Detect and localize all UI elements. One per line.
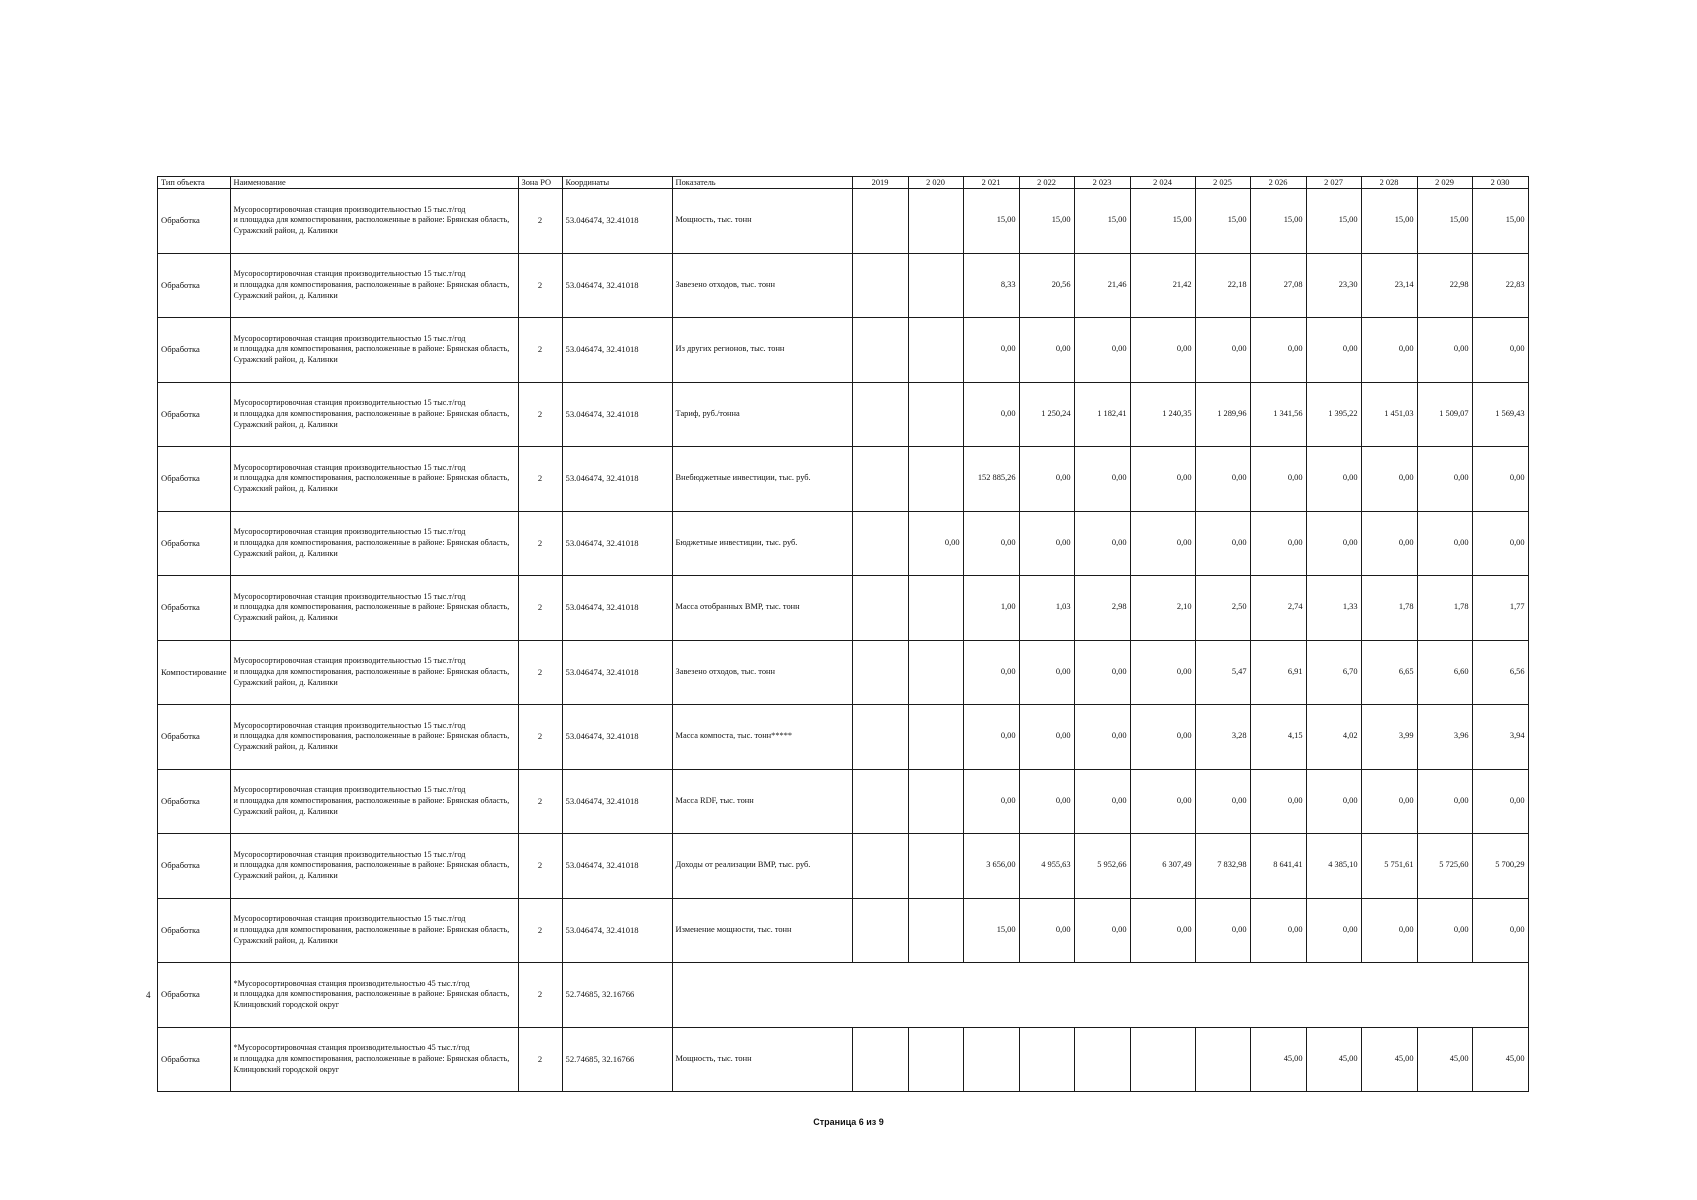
year-value-cell: 2,98 bbox=[1074, 576, 1130, 641]
year-value-cell bbox=[908, 253, 963, 318]
indicator-cell: Мощность, тыс. тонн bbox=[672, 189, 852, 254]
year-value-cell: 1 395,22 bbox=[1306, 382, 1361, 447]
year-value-cell bbox=[852, 189, 908, 254]
year-value-cell bbox=[908, 189, 963, 254]
zone-cell: 2 bbox=[518, 189, 562, 254]
object-type-cell: Обработка bbox=[158, 898, 231, 963]
year-value-cell: 1 509,07 bbox=[1417, 382, 1472, 447]
year-value-cell: 152 885,26 bbox=[963, 447, 1019, 512]
year-value-cell: 0,00 bbox=[1019, 640, 1074, 705]
year-value-cell: 15,00 bbox=[1250, 189, 1306, 254]
year-value-cell bbox=[852, 318, 908, 383]
year-value-cell bbox=[852, 834, 908, 899]
year-value-cell: 2,50 bbox=[1195, 576, 1250, 641]
year-value-cell: 0,00 bbox=[1130, 898, 1195, 963]
year-value-cell: 45,00 bbox=[1417, 1027, 1472, 1092]
year-value-cell: 6,56 bbox=[1472, 640, 1528, 705]
year-value-cell: 0,00 bbox=[1306, 769, 1361, 834]
year-value-cell bbox=[852, 382, 908, 447]
object-name-cell: Мусоросортировочная станция производительностью 15 тыс.т/год и площадка для компостирования, расположенные в районе: Брянская область, Суражский район, д. Калинки bbox=[230, 511, 518, 576]
zone-cell: 2 bbox=[518, 834, 562, 899]
table-row bbox=[158, 318, 1529, 383]
year-value-cell: 6,91 bbox=[1250, 640, 1306, 705]
zone-cell: 2 bbox=[518, 576, 562, 641]
year-value-cell bbox=[852, 640, 908, 705]
object-name-cell: Мусоросортировочная станция производительностью 15 тыс.т/год и площадка для компостирования, расположенные в районе: Брянская область, Суражский район, д. Калинки bbox=[230, 769, 518, 834]
year-value-cell: 3,28 bbox=[1195, 705, 1250, 770]
year-value-cell: 0,00 bbox=[1074, 447, 1130, 512]
year-value-cell: 0,00 bbox=[1417, 511, 1472, 576]
year-value-cell: 3,94 bbox=[1472, 705, 1528, 770]
year-value-cell: 0,00 bbox=[1306, 511, 1361, 576]
coordinates-cell: 53.046474, 32.41018 bbox=[562, 640, 672, 705]
indicator-cell: Доходы от реализации ВМР, тыс. руб. bbox=[672, 834, 852, 899]
object-type-cell: Обработка bbox=[158, 769, 231, 834]
zone-cell: 2 bbox=[518, 705, 562, 770]
year-value-cell: 0,00 bbox=[1019, 318, 1074, 383]
year-value-cell: 1 250,24 bbox=[1019, 382, 1074, 447]
year-value-cell bbox=[852, 769, 908, 834]
year-value-cell: 0,00 bbox=[1130, 705, 1195, 770]
year-value-cell: 15,00 bbox=[963, 189, 1019, 254]
coordinates-cell: 52.74685, 32.16766 bbox=[562, 963, 672, 1028]
empty-merged-cell bbox=[672, 963, 1528, 1028]
table-row bbox=[158, 1027, 1529, 1092]
year-value-cell bbox=[908, 576, 963, 641]
year-value-cell: 1,00 bbox=[963, 576, 1019, 641]
zone-cell: 2 bbox=[518, 640, 562, 705]
column-header: Тип объекта bbox=[158, 177, 231, 189]
year-value-cell: 0,00 bbox=[1250, 769, 1306, 834]
year-value-cell: 15,00 bbox=[963, 898, 1019, 963]
header-row bbox=[158, 177, 1529, 189]
table-row bbox=[158, 253, 1529, 318]
year-value-cell: 0,00 bbox=[963, 640, 1019, 705]
object-name-cell: *Мусоросортировочная станция производительностью 45 тыс.т/год и площадка для компостирования, расположенные в районе: Брянская область, Клинцовский городской округ bbox=[230, 963, 518, 1028]
object-name-cell: Мусоросортировочная станция производительностью 15 тыс.т/год и площадка для компостирования, расположенные в районе: Брянская область, Суражский район, д. Калинки bbox=[230, 834, 518, 899]
object-type-cell: Компостирование bbox=[158, 640, 231, 705]
coordinates-cell: 53.046474, 32.41018 bbox=[562, 447, 672, 512]
year-value-cell bbox=[852, 447, 908, 512]
column-header: Показатель bbox=[672, 177, 852, 189]
column-header: 2 026 bbox=[1250, 177, 1306, 189]
year-value-cell: 0,00 bbox=[1306, 898, 1361, 963]
year-value-cell: 0,00 bbox=[1019, 511, 1074, 576]
zone-cell: 2 bbox=[518, 318, 562, 383]
indicator-cell: Масса отобранных ВМР, тыс. тонн bbox=[672, 576, 852, 641]
year-value-cell bbox=[908, 447, 963, 512]
zone-cell: 2 bbox=[518, 963, 562, 1028]
table-row bbox=[158, 963, 1529, 1028]
coordinates-cell: 53.046474, 32.41018 bbox=[562, 705, 672, 770]
year-value-cell: 1 240,35 bbox=[1130, 382, 1195, 447]
column-header: 2 021 bbox=[963, 177, 1019, 189]
table-header bbox=[158, 177, 1529, 189]
indicator-cell: Завезено отходов, тыс. тонн bbox=[672, 640, 852, 705]
year-value-cell: 8,33 bbox=[963, 253, 1019, 318]
indicator-cell: Из других регионов, тыс. тонн bbox=[672, 318, 852, 383]
column-header: Наименование bbox=[230, 177, 518, 189]
column-header: 2 028 bbox=[1361, 177, 1417, 189]
year-value-cell: 0,00 bbox=[1417, 318, 1472, 383]
year-value-cell: 0,00 bbox=[1074, 769, 1130, 834]
year-value-cell: 0,00 bbox=[1361, 318, 1417, 383]
table-row bbox=[158, 898, 1529, 963]
year-value-cell: 0,00 bbox=[1019, 447, 1074, 512]
year-value-cell bbox=[908, 769, 963, 834]
year-value-cell: 5 952,66 bbox=[1074, 834, 1130, 899]
object-type-cell: Обработка bbox=[158, 1027, 231, 1092]
object-name-cell: *Мусоросортировочная станция производительностью 45 тыс.т/год и площадка для компостирования, расположенные в районе: Брянская область, Клинцовский городской округ bbox=[230, 1027, 518, 1092]
object-name-cell: Мусоросортировочная станция производительностью 15 тыс.т/год и площадка для компостирования, расположенные в районе: Брянская область, Суражский район, д. Калинки bbox=[230, 898, 518, 963]
year-value-cell: 15,00 bbox=[1195, 189, 1250, 254]
year-value-cell: 1,77 bbox=[1472, 576, 1528, 641]
year-value-cell bbox=[852, 253, 908, 318]
object-type-cell: Обработка bbox=[158, 963, 231, 1028]
year-value-cell: 22,18 bbox=[1195, 253, 1250, 318]
year-value-cell: 45,00 bbox=[1361, 1027, 1417, 1092]
year-value-cell: 3,99 bbox=[1361, 705, 1417, 770]
year-value-cell: 6,65 bbox=[1361, 640, 1417, 705]
object-name-cell: Мусоросортировочная станция производительностью 15 тыс.т/год и площадка для компостирования, расположенные в районе: Брянская область, Суражский район, д. Калинки bbox=[230, 318, 518, 383]
year-value-cell: 0,00 bbox=[1472, 318, 1528, 383]
year-value-cell bbox=[908, 834, 963, 899]
year-value-cell: 23,30 bbox=[1306, 253, 1361, 318]
year-value-cell: 4 955,63 bbox=[1019, 834, 1074, 899]
year-value-cell: 5 725,60 bbox=[1417, 834, 1472, 899]
table-row bbox=[158, 769, 1529, 834]
object-type-cell: Обработка bbox=[158, 189, 231, 254]
object-name-cell: Мусоросортировочная станция производительностью 15 тыс.т/год и площадка для компостирования, расположенные в районе: Брянская область, Суражский район, д. Калинки bbox=[230, 576, 518, 641]
year-value-cell: 21,46 bbox=[1074, 253, 1130, 318]
table-row bbox=[158, 511, 1529, 576]
year-value-cell: 0,00 bbox=[908, 511, 963, 576]
year-value-cell: 0,00 bbox=[1306, 318, 1361, 383]
coordinates-cell: 53.046474, 32.41018 bbox=[562, 253, 672, 318]
year-value-cell: 15,00 bbox=[1306, 189, 1361, 254]
table-row bbox=[158, 382, 1529, 447]
indicator-cell: Тариф, руб./тонна bbox=[672, 382, 852, 447]
column-header: Зона РО bbox=[518, 177, 562, 189]
coordinates-cell: 53.046474, 32.41018 bbox=[562, 834, 672, 899]
year-value-cell: 5 700,29 bbox=[1472, 834, 1528, 899]
year-value-cell: 27,08 bbox=[1250, 253, 1306, 318]
year-value-cell bbox=[852, 1027, 908, 1092]
zone-cell: 2 bbox=[518, 769, 562, 834]
indicator-cell: Изменение мощности, тыс. тонн bbox=[672, 898, 852, 963]
year-value-cell bbox=[1130, 1027, 1195, 1092]
indicator-cell: Масса компоста, тыс. тонн***** bbox=[672, 705, 852, 770]
table-body bbox=[158, 189, 1529, 1092]
indicator-cell: Завезено отходов, тыс. тонн bbox=[672, 253, 852, 318]
year-value-cell: 4 385,10 bbox=[1306, 834, 1361, 899]
coordinates-cell: 53.046474, 32.41018 bbox=[562, 511, 672, 576]
year-value-cell: 7 832,98 bbox=[1195, 834, 1250, 899]
year-value-cell: 22,98 bbox=[1417, 253, 1472, 318]
year-value-cell: 45,00 bbox=[1306, 1027, 1361, 1092]
year-value-cell: 0,00 bbox=[1417, 769, 1472, 834]
year-value-cell: 0,00 bbox=[1250, 511, 1306, 576]
table-row bbox=[158, 576, 1529, 641]
year-value-cell: 15,00 bbox=[1019, 189, 1074, 254]
year-value-cell: 0,00 bbox=[1130, 769, 1195, 834]
year-value-cell bbox=[852, 576, 908, 641]
year-value-cell: 0,00 bbox=[1074, 898, 1130, 963]
year-value-cell: 1,03 bbox=[1019, 576, 1074, 641]
table-row bbox=[158, 640, 1529, 705]
column-header: 2 025 bbox=[1195, 177, 1250, 189]
year-value-cell: 15,00 bbox=[1472, 189, 1528, 254]
indicator-cell: Бюджетные инвестиции, тыс. руб. bbox=[672, 511, 852, 576]
year-value-cell bbox=[908, 318, 963, 383]
year-value-cell: 0,00 bbox=[1195, 318, 1250, 383]
year-value-cell: 3,96 bbox=[1417, 705, 1472, 770]
year-value-cell: 1 341,56 bbox=[1250, 382, 1306, 447]
column-header: 2 029 bbox=[1417, 177, 1472, 189]
object-name-cell: Мусоросортировочная станция производительностью 15 тыс.т/год и площадка для компостирования, расположенные в районе: Брянская область, Суражский район, д. Калинки bbox=[230, 382, 518, 447]
year-value-cell: 0,00 bbox=[1195, 898, 1250, 963]
year-value-cell: 21,42 bbox=[1130, 253, 1195, 318]
object-type-cell: Обработка bbox=[158, 511, 231, 576]
year-value-cell: 0,00 bbox=[1250, 318, 1306, 383]
year-value-cell bbox=[908, 382, 963, 447]
year-value-cell: 1 569,43 bbox=[1472, 382, 1528, 447]
column-header: 2 023 bbox=[1074, 177, 1130, 189]
year-value-cell: 15,00 bbox=[1417, 189, 1472, 254]
year-value-cell: 0,00 bbox=[1472, 769, 1528, 834]
object-type-cell: Обработка bbox=[158, 447, 231, 512]
zone-cell: 2 bbox=[518, 898, 562, 963]
year-value-cell: 2,74 bbox=[1250, 576, 1306, 641]
coordinates-cell: 53.046474, 32.41018 bbox=[562, 189, 672, 254]
table-row bbox=[158, 705, 1529, 770]
column-header: 2 027 bbox=[1306, 177, 1361, 189]
zone-cell: 2 bbox=[518, 447, 562, 512]
year-value-cell: 0,00 bbox=[1472, 898, 1528, 963]
coordinates-cell: 53.046474, 32.41018 bbox=[562, 898, 672, 963]
object-name-cell: Мусоросортировочная станция производительностью 15 тыс.т/год и площадка для компостирования, расположенные в районе: Брянская область, Суражский район, д. Калинки bbox=[230, 705, 518, 770]
year-value-cell bbox=[908, 898, 963, 963]
year-value-cell: 15,00 bbox=[1074, 189, 1130, 254]
data-table bbox=[157, 176, 1529, 1092]
year-value-cell bbox=[852, 705, 908, 770]
year-value-cell: 0,00 bbox=[1472, 447, 1528, 512]
year-value-cell: 5,47 bbox=[1195, 640, 1250, 705]
year-value-cell bbox=[908, 705, 963, 770]
column-header: 2019 bbox=[852, 177, 908, 189]
column-header: 2 030 bbox=[1472, 177, 1528, 189]
zone-cell: 2 bbox=[518, 253, 562, 318]
object-type-cell: Обработка bbox=[158, 834, 231, 899]
object-type-cell: Обработка bbox=[158, 318, 231, 383]
object-name-cell: Мусоросортировочная станция производительностью 15 тыс.т/год и площадка для компостирования, расположенные в районе: Брянская область, Суражский район, д. Калинки bbox=[230, 189, 518, 254]
year-value-cell: 0,00 bbox=[1130, 640, 1195, 705]
year-value-cell bbox=[908, 1027, 963, 1092]
year-value-cell: 0,00 bbox=[1361, 898, 1417, 963]
year-value-cell: 0,00 bbox=[1074, 318, 1130, 383]
year-value-cell bbox=[852, 898, 908, 963]
year-value-cell: 0,00 bbox=[1361, 769, 1417, 834]
year-value-cell: 0,00 bbox=[963, 769, 1019, 834]
year-value-cell: 22,83 bbox=[1472, 253, 1528, 318]
year-value-cell bbox=[908, 640, 963, 705]
indicator-cell: Масса RDF, тыс. тонн bbox=[672, 769, 852, 834]
year-value-cell: 0,00 bbox=[1130, 318, 1195, 383]
object-type-cell: Обработка bbox=[158, 705, 231, 770]
year-value-cell: 0,00 bbox=[1074, 640, 1130, 705]
coordinates-cell: 53.046474, 32.41018 bbox=[562, 382, 672, 447]
table-row bbox=[158, 834, 1529, 899]
year-value-cell: 1 182,41 bbox=[1074, 382, 1130, 447]
year-value-cell: 0,00 bbox=[963, 511, 1019, 576]
year-value-cell: 0,00 bbox=[1019, 898, 1074, 963]
year-value-cell: 15,00 bbox=[1130, 189, 1195, 254]
zone-cell: 2 bbox=[518, 511, 562, 576]
year-value-cell: 0,00 bbox=[963, 705, 1019, 770]
year-value-cell: 0,00 bbox=[1361, 511, 1417, 576]
year-value-cell: 6,70 bbox=[1306, 640, 1361, 705]
year-value-cell: 1,78 bbox=[1361, 576, 1417, 641]
indicator-cell: Внебюджетные инвестиции, тыс. руб. bbox=[672, 447, 852, 512]
year-value-cell bbox=[1074, 1027, 1130, 1092]
year-value-cell: 8 641,41 bbox=[1250, 834, 1306, 899]
year-value-cell: 0,00 bbox=[1361, 447, 1417, 512]
zone-cell: 2 bbox=[518, 382, 562, 447]
year-value-cell: 4,15 bbox=[1250, 705, 1306, 770]
year-value-cell: 0,00 bbox=[963, 382, 1019, 447]
year-value-cell: 3 656,00 bbox=[963, 834, 1019, 899]
column-header: 2 024 bbox=[1130, 177, 1195, 189]
year-value-cell: 1,78 bbox=[1417, 576, 1472, 641]
year-value-cell: 6 307,49 bbox=[1130, 834, 1195, 899]
object-type-cell: Обработка bbox=[158, 576, 231, 641]
year-value-cell: 15,00 bbox=[1361, 189, 1417, 254]
year-value-cell: 23,14 bbox=[1361, 253, 1417, 318]
year-value-cell: 0,00 bbox=[1019, 769, 1074, 834]
side-mark: 4 bbox=[146, 990, 151, 1000]
object-name-cell: Мусоросортировочная станция производительностью 15 тыс.т/год и площадка для компостирования, расположенные в районе: Брянская область, Суражский район, д. Калинки bbox=[230, 447, 518, 512]
object-type-cell: Обработка bbox=[158, 382, 231, 447]
year-value-cell: 0,00 bbox=[1195, 447, 1250, 512]
year-value-cell: 0,00 bbox=[1250, 898, 1306, 963]
coordinates-cell: 53.046474, 32.41018 bbox=[562, 576, 672, 641]
year-value-cell: 0,00 bbox=[1195, 511, 1250, 576]
year-value-cell: 0,00 bbox=[1472, 511, 1528, 576]
zone-cell: 2 bbox=[518, 1027, 562, 1092]
year-value-cell: 45,00 bbox=[1250, 1027, 1306, 1092]
year-value-cell: 20,56 bbox=[1019, 253, 1074, 318]
coordinates-cell: 52.74685, 32.16766 bbox=[562, 1027, 672, 1092]
year-value-cell: 0,00 bbox=[1130, 447, 1195, 512]
object-name-cell: Мусоросортировочная станция производительностью 15 тыс.т/год и площадка для компостирования, расположенные в районе: Брянская область, Суражский район, д. Калинки bbox=[230, 253, 518, 318]
year-value-cell: 0,00 bbox=[1130, 511, 1195, 576]
column-header: 2 020 bbox=[908, 177, 963, 189]
year-value-cell: 0,00 bbox=[1074, 511, 1130, 576]
coordinates-cell: 53.046474, 32.41018 bbox=[562, 318, 672, 383]
table-row bbox=[158, 189, 1529, 254]
page-number: Страница 6 из 9 bbox=[813, 1117, 884, 1127]
year-value-cell: 0,00 bbox=[1195, 769, 1250, 834]
year-value-cell: 0,00 bbox=[1074, 705, 1130, 770]
year-value-cell bbox=[1195, 1027, 1250, 1092]
column-header: Координаты bbox=[562, 177, 672, 189]
object-name-cell: Мусоросортировочная станция производительностью 15 тыс.т/год и площадка для компостирования, расположенные в районе: Брянская область, Суражский район, д. Калинки bbox=[230, 640, 518, 705]
year-value-cell: 0,00 bbox=[1417, 898, 1472, 963]
year-value-cell: 0,00 bbox=[963, 318, 1019, 383]
year-value-cell: 1 289,96 bbox=[1195, 382, 1250, 447]
year-value-cell: 6,60 bbox=[1417, 640, 1472, 705]
object-type-cell: Обработка bbox=[158, 253, 231, 318]
year-value-cell bbox=[852, 511, 908, 576]
year-value-cell bbox=[963, 1027, 1019, 1092]
year-value-cell bbox=[1019, 1027, 1074, 1092]
table-row bbox=[158, 447, 1529, 512]
coordinates-cell: 53.046474, 32.41018 bbox=[562, 769, 672, 834]
year-value-cell: 1 451,03 bbox=[1361, 382, 1417, 447]
year-value-cell: 2,10 bbox=[1130, 576, 1195, 641]
year-value-cell: 0,00 bbox=[1417, 447, 1472, 512]
indicator-cell: Мощность, тыс. тонн bbox=[672, 1027, 852, 1092]
year-value-cell: 45,00 bbox=[1472, 1027, 1528, 1092]
year-value-cell: 0,00 bbox=[1019, 705, 1074, 770]
year-value-cell: 0,00 bbox=[1250, 447, 1306, 512]
year-value-cell: 5 751,61 bbox=[1361, 834, 1417, 899]
column-header: 2 022 bbox=[1019, 177, 1074, 189]
year-value-cell: 1,33 bbox=[1306, 576, 1361, 641]
year-value-cell: 4,02 bbox=[1306, 705, 1361, 770]
year-value-cell: 0,00 bbox=[1306, 447, 1361, 512]
